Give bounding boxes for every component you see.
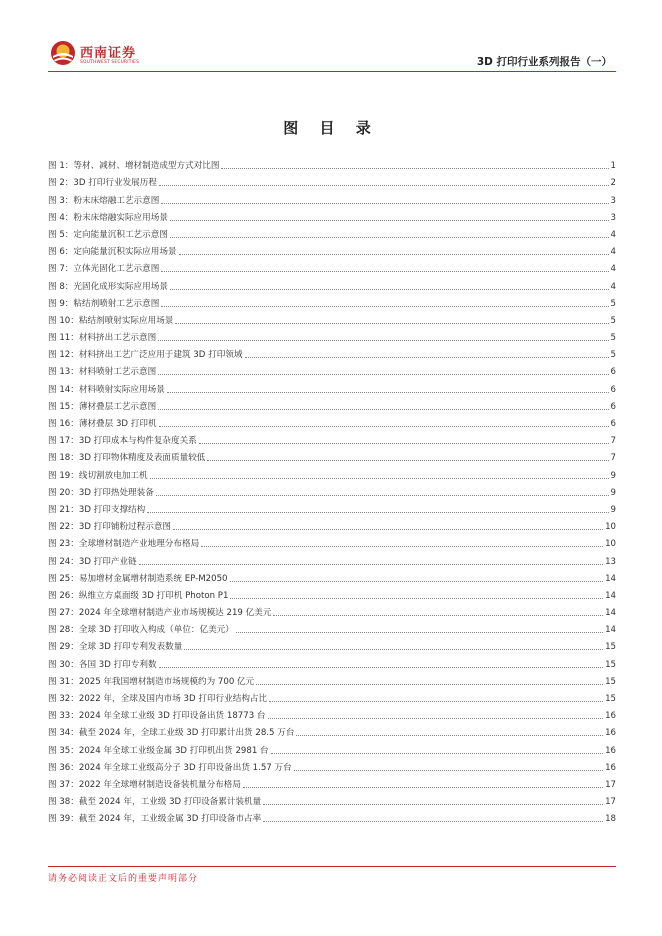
toc-entry[interactable] [48,309,616,326]
toc-entry[interactable] [48,498,616,515]
toc-entry-page-number[interactable]: 15 [605,676,616,687]
toc-entry-page-number[interactable]: 15 [605,642,616,653]
toc-dot-leader [294,769,603,771]
toc-dot-leader [184,648,603,650]
toc-entry-page-number[interactable]: 3 [610,212,616,223]
toc-entry[interactable] [48,188,616,205]
toc-dot-leader [170,219,609,221]
toc-entry-page-number[interactable]: 5 [610,350,616,361]
toc-entry-page-number[interactable]: 4 [610,247,616,258]
toc-entry-label[interactable]: 图 16：薄材叠层 3D 打印机 [48,419,157,429]
toc-entry[interactable] [48,171,616,188]
toc-entry-label[interactable]: 图 38：截至 2024 年，工业级 3D 打印设备累计装机量 [48,797,262,808]
toc-entry-label[interactable]: 图 2：3D 打印行业发展历程 [48,178,157,189]
toc-entry-label[interactable]: 图 23：全球增材制造产业地理分布格局 [48,539,200,550]
toc-entry-label[interactable]: 图 26：纵维立方桌面级 3D 打印机 Photon P1 [48,590,229,601]
toc-entry-page-number[interactable]: 16 [605,745,616,756]
toc-entry-page-number[interactable]: 3 [610,195,616,206]
toc-entry-label[interactable]: 图 24：3D 打印产业链 [48,556,137,567]
page-title: 图 目 录 [283,119,379,137]
toc-entry[interactable] [48,584,616,601]
toc-entry-page-number[interactable]: 5 [610,298,616,309]
toc-entry-page-number[interactable]: 2 [610,178,616,189]
toc-entry-page-number[interactable]: 6 [610,384,616,395]
toc-entry[interactable] [48,343,616,360]
toc-entry[interactable] [48,635,616,652]
toc-entry[interactable] [48,257,616,274]
toc-dot-leader [236,631,603,633]
toc-entry-label[interactable]: 图 27：2024 年全球增材制造产业市场规模达 219 亿美元 [48,608,272,619]
toc-entry-label[interactable]: 图 4：粉末床熔融实际应用场景 [48,212,168,223]
toc-entry[interactable] [48,687,616,704]
toc-entry[interactable] [48,790,616,807]
toc-entry-page-number[interactable]: 16 [605,711,616,722]
brand-name: 西南证券 [80,46,137,61]
toc-entry-page-number[interactable]: 17 [605,779,616,790]
toc-dot-leader [150,477,609,479]
toc-dot-leader [161,270,608,272]
toc-entry-page-number[interactable]: 6 [610,419,616,429]
toc-entry-page-number[interactable]: 5 [610,333,616,344]
toc-dot-leader [175,322,608,324]
toc-dot-leader [158,373,608,375]
logo-emblem-icon [50,40,76,66]
toc-entry-label[interactable]: 图 10：粘结剂喷射实际应用场景 [48,315,174,326]
toc-entry[interactable] [48,738,616,755]
toc-entry-label[interactable]: 图 14：材料喷射实际应用场景 [48,384,165,395]
toc-entry-label[interactable]: 图 12：材料挤出工艺广泛应用于建筑 3D 打印领域 [48,350,243,361]
toc-entry-label[interactable]: 图 17：3D 打印成本与构件复杂度关系 [48,436,197,447]
toc-entry-page-number[interactable]: 14 [605,573,616,584]
toc-entry-page-number[interactable]: 15 [605,659,616,670]
toc-entry[interactable] [48,481,616,498]
toc-dot-leader [245,356,609,358]
toc-dot-leader [156,494,609,496]
toc-entry-page-number[interactable]: 13 [605,556,616,567]
toc-dot-leader [173,528,603,530]
toc-entry-label[interactable]: 图 6：定向能量沉积实际应用场景 [48,247,177,258]
toc-entry[interactable] [48,154,616,171]
toc-dot-leader [139,563,603,565]
toc-entry-label[interactable]: 图 32：2022 年，全球及国内市场 3D 打印行业结构占比 [48,694,268,704]
toc-entry[interactable] [48,292,616,309]
toc-entry-page-number[interactable]: 10 [605,522,616,533]
toc-entry-label[interactable]: 图 31：2025 年我国增材制造市场规模约为 700 亿元 [48,676,255,687]
toc-dot-leader [159,425,609,427]
toc-entry-page-number[interactable]: 16 [605,762,616,773]
brand-english-name: SOUTHWEST SECURITIES [80,60,140,65]
toc-entry-label[interactable]: 图 22：3D 打印铺粉过程示意图 [48,522,172,533]
toc-entry-page-number[interactable]: 4 [610,229,616,240]
toc-entry[interactable] [48,773,616,790]
toc-entry[interactable] [48,515,616,532]
toc-entry-label[interactable]: 图 3：粉末床熔融工艺示意图 [48,195,160,206]
toc-entry-page-number[interactable]: 14 [605,625,616,636]
figure-table-of-contents [48,154,616,824]
toc-entry-page-number[interactable]: 6 [610,367,616,378]
toc-dot-leader [230,597,603,599]
toc-entry[interactable] [48,618,616,635]
toc-entry-label[interactable]: 图 7：立体光固化工艺示意图 [48,264,160,275]
toc-dot-leader [158,408,608,410]
toc-dot-leader [296,734,603,736]
toc-entry-page-number[interactable]: 14 [605,590,616,601]
toc-entry[interactable] [48,704,616,721]
toc-entry[interactable] [48,429,616,446]
toc-entry[interactable] [48,395,616,412]
toc-entry-label[interactable]: 图 9：粘结剂喷射工艺示意图 [48,298,160,309]
toc-entry[interactable] [48,240,616,257]
toc-entry-label[interactable]: 图 34：截至 2024 年，全球工业级 3D 打印累计出货 28.5 万台 [48,728,295,739]
toc-entry-label[interactable]: 图 15：薄材叠层工艺示意图 [48,401,157,412]
toc-entry-page-number[interactable]: 4 [610,264,616,275]
toc-entry-page-number[interactable]: 5 [610,315,616,326]
toc-entry[interactable] [48,360,616,377]
toc-entry-label[interactable]: 图 18：3D 打印物体精度及表面质量较低 [48,453,206,464]
toc-entry-page-number[interactable]: 10 [605,539,616,550]
toc-entry-label[interactable]: 图 33：2024 年全球工业级 3D 打印设备出货 18773 台 [48,711,266,722]
toc-dot-leader [268,717,604,719]
toc-dot-leader [170,236,609,238]
toc-entry-label[interactable]: 图 36：2024 年全球工业级高分子 3D 打印设备出货 1.57 万台 [48,762,292,773]
toc-dot-leader [170,288,609,290]
toc-entry-page-number[interactable]: 14 [605,608,616,619]
toc-dot-leader [273,614,603,616]
toc-entry-page-number[interactable]: 17 [605,797,616,808]
toc-entry-page-number[interactable]: 9 [610,487,616,498]
toc-dot-leader [269,700,603,702]
page-header [0,0,662,76]
toc-entry-page-number[interactable]: 16 [605,728,616,739]
toc-entry[interactable] [48,463,616,480]
toc-dot-leader [159,184,609,186]
toc-entry-page-number[interactable]: 7 [610,436,616,447]
toc-entry[interactable] [48,532,616,549]
toc-dot-leader [201,545,603,547]
toc-dot-leader [256,683,603,685]
toc-entry[interactable] [48,223,616,240]
toc-entry-label[interactable]: 图 39：截至 2024 年，工业级金属 3D 打印设备市占率 [48,814,262,825]
toc-entry[interactable] [48,446,616,463]
toc-dot-leader [167,391,609,393]
toc-entry-label[interactable]: 图 35：2024 年全球工业级金属 3D 打印机出货 2981 台 [48,745,269,756]
toc-entry[interactable] [48,721,616,738]
toc-entry-label[interactable]: 图 29：全球 3D 打印专利发表数量 [48,642,183,653]
toc-dot-leader [207,459,608,461]
toc-dot-leader [147,511,608,513]
toc-entry[interactable] [48,412,616,429]
toc-dot-leader [179,253,609,255]
toc-dot-leader [161,202,608,204]
toc-entry-label[interactable]: 图 11：材料挤出工艺示意图 [48,333,157,344]
company-logo [50,40,140,70]
toc-entry-page-number[interactable]: 18 [605,814,616,825]
toc-dot-leader [159,666,604,668]
toc-entry-page-number[interactable]: 9 [610,504,616,515]
toc-entry-page-number[interactable]: 9 [610,470,616,481]
toc-dot-leader [263,820,603,822]
toc-entry-label[interactable]: 图 5：定向能量沉积工艺示意图 [48,229,168,240]
toc-dot-leader [221,167,608,169]
toc-dot-leader [271,752,603,754]
toc-dot-leader [161,305,608,307]
header-divider [48,71,616,72]
toc-entry-label[interactable]: 图 8：光固化成形实际应用场景 [48,281,168,292]
toc-entry-page-number[interactable]: 7 [610,453,616,464]
toc-entry[interactable] [48,326,616,343]
footer-divider [48,866,616,867]
toc-dot-leader [243,786,603,788]
toc-entry[interactable] [48,652,616,669]
toc-entry-page-number[interactable]: 6 [610,401,616,412]
toc-entry-label[interactable]: 图 28：全球 3D 打印收入构成（单位：亿美元） [48,625,234,636]
footer-disclaimer-notice: 请务必阅读正文后的重要声明部分 [48,874,199,884]
toc-entry[interactable] [48,274,616,291]
toc-entry[interactable] [48,567,616,584]
toc-entry-label[interactable]: 图 25：易加增材金属增材制造系统 EP-M2050 [48,573,228,584]
toc-dot-leader [263,803,603,805]
toc-entry-page-number[interactable]: 1 [610,161,616,172]
toc-dot-leader [199,442,609,444]
toc-entry[interactable] [48,601,616,618]
toc-entry-label[interactable]: 图 20：3D 打印热处理装备 [48,487,154,498]
toc-dot-leader [158,339,608,341]
toc-entry-label[interactable]: 图 30：各国 3D 打印专利数 [48,659,157,670]
report-series-title: 3D 打印行业系列报告（一） [476,56,612,68]
toc-dot-leader [230,580,604,582]
toc-entry-page-number[interactable]: 4 [610,281,616,292]
toc-entry[interactable] [48,206,616,223]
toc-entry-label[interactable]: 图 1：等材、减材、增材制造成型方式对比图 [48,161,220,172]
toc-entry[interactable] [48,549,616,566]
toc-entry[interactable] [48,807,616,824]
toc-entry-page-number[interactable]: 15 [605,694,616,704]
toc-entry-label[interactable]: 图 13：材料喷射工艺示意图 [48,367,157,378]
toc-entry-label[interactable]: 图 37：2022 年全球增材制造设备装机量分布格局 [48,779,241,790]
toc-entry-label[interactable]: 图 21：3D 打印支撑结构 [48,504,146,515]
toc-entry[interactable] [48,377,616,394]
toc-entry-label[interactable]: 图 19：线切割放电加工机 [48,470,148,481]
toc-entry[interactable] [48,670,616,687]
toc-entry[interactable] [48,756,616,773]
